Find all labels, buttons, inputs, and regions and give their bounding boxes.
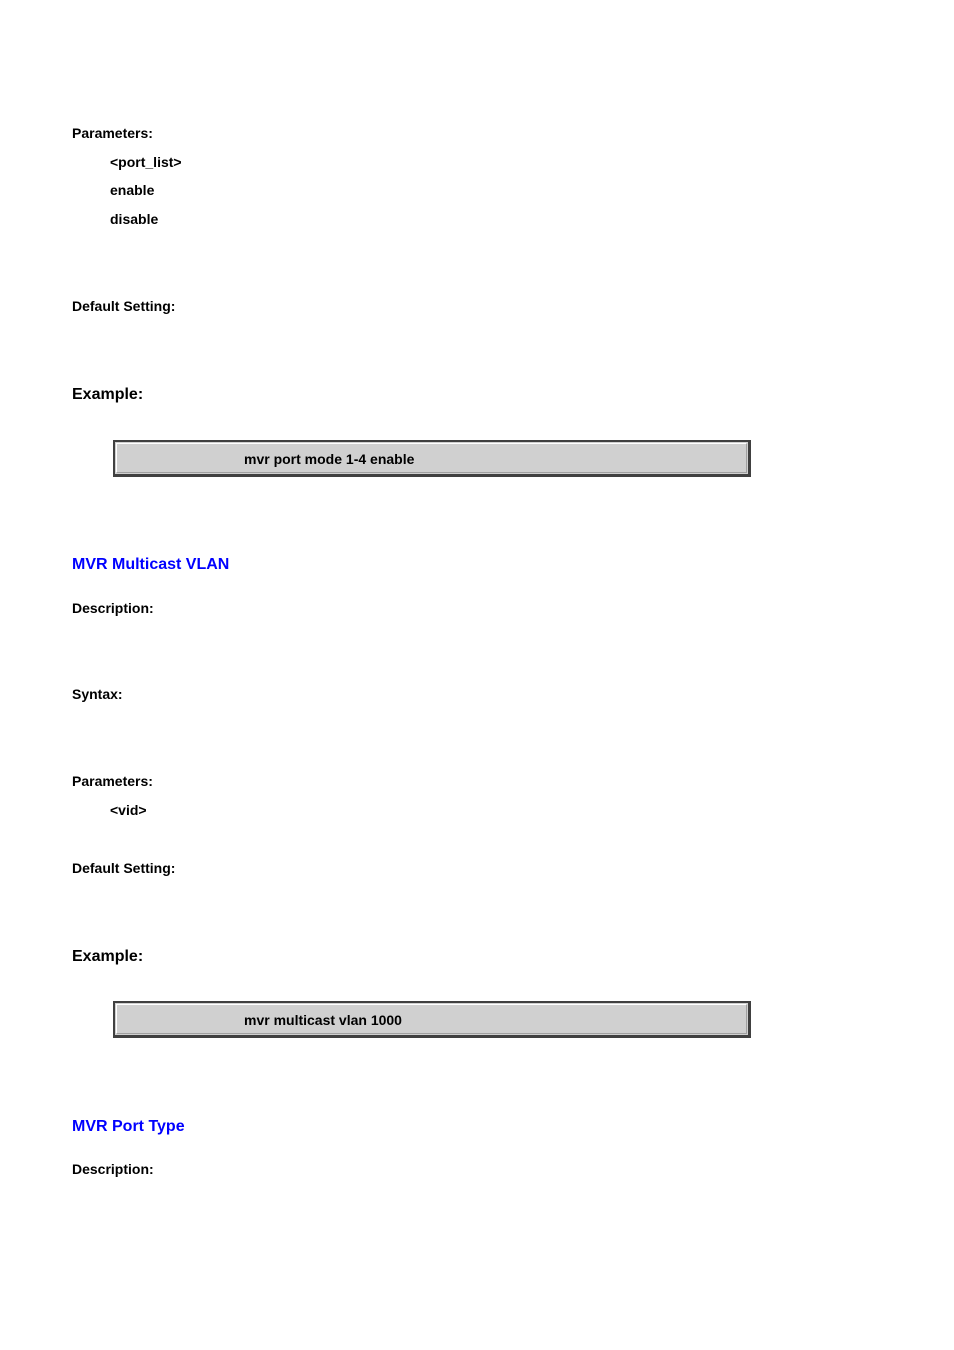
example-label: Example:: [72, 386, 144, 403]
command-text: mvr port mode 1-4 enable: [244, 451, 415, 467]
default-setting-label: Default Setting:: [72, 860, 176, 876]
section-title-mvr-multicast-vlan: MVR Multicast VLAN: [72, 556, 230, 573]
description-label: Description:: [72, 600, 154, 616]
command-text: mvr multicast vlan 1000: [244, 1012, 402, 1028]
param-enable: enable: [110, 182, 155, 198]
command-box-bevel: [116, 1004, 747, 1034]
syntax-label: Syntax:: [72, 686, 123, 702]
param-vid: <vid>: [110, 802, 147, 818]
param-port-list: <port_list>: [110, 154, 182, 170]
section-title-mvr-port-type: MVR Port Type: [72, 1118, 185, 1135]
parameters-label: Parameters:: [72, 125, 153, 141]
description-label: Description:: [72, 1161, 154, 1177]
command-box: [113, 440, 751, 477]
parameters-label: Parameters:: [72, 773, 153, 789]
command-box: [113, 1001, 751, 1038]
param-disable: disable: [110, 211, 159, 227]
command-box-bevel: [116, 443, 747, 473]
example-label: Example:: [72, 948, 144, 965]
default-setting-label: Default Setting:: [72, 298, 176, 314]
